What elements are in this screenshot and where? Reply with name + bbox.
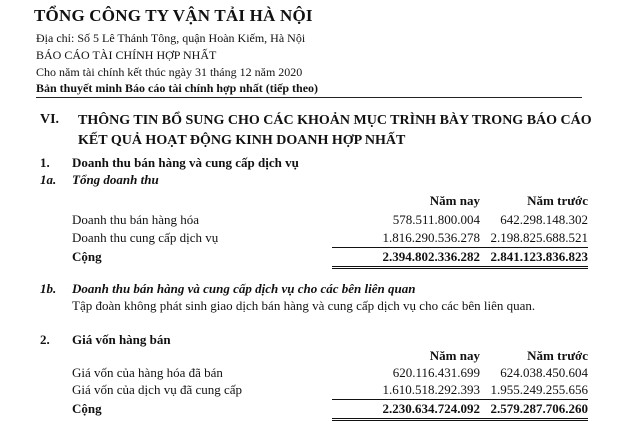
item1-number: 1. (40, 155, 50, 170)
total-double-line-prior-1 (464, 266, 588, 267)
cogs-subtotal-line-prior (464, 399, 588, 400)
subtotal-line-current (332, 247, 482, 248)
company-address: Địa chỉ: Số 5 Lê Thánh Tông, quận Hoàn Kiếm, Hà Nội (36, 31, 306, 45)
item1a-number: 1a. (40, 172, 57, 187)
item1b-title: Doanh thu bán hàng và cung cấp dịch vụ cho các bên liên quan (72, 281, 416, 296)
cogs-goods-current: 620.116.431.699 (392, 365, 480, 380)
revenue-services-prior: 2.198.825.688.521 (490, 230, 588, 245)
cogs-total-double-line-prior-2 (464, 420, 588, 421)
total-double-line-current-2 (332, 268, 482, 269)
cogs-subtotal-line-current (332, 399, 482, 400)
col-header-current: Năm nay (429, 193, 480, 208)
item2-title: Giá vốn hàng bán (72, 332, 171, 347)
item1-title: Doanh thu bán hàng và cung cấp dịch vụ (72, 155, 299, 170)
item2-number: 2. (40, 332, 50, 347)
col2-header-prior: Năm trước (527, 348, 588, 363)
total-double-line-current-1 (332, 266, 482, 267)
cogs-services-prior: 1.955.249.255.656 (490, 382, 588, 397)
cogs-total-double-line-prior-1 (464, 418, 588, 419)
section-number: VI. (40, 112, 60, 127)
cogs-goods-label: Giá vốn của hàng hóa đã bán (72, 365, 223, 380)
cogs-total-double-line-current-1 (332, 418, 482, 419)
cogs-total-double-line-current-2 (332, 420, 482, 421)
item1b-text: Tập đoàn không phát sinh giao dịch bán hàng và cung cấp dịch vụ cho các bên liên quan. (72, 298, 536, 313)
section-title: THÔNG TIN BỔ SUNG CHO CÁC KHOẢN MỤC TRÌNH BÀY TRONG BÁO CÁO KẾT QUẢ HOẠT ĐỘNG KINH DOANH HỢP NHẤT (78, 113, 592, 148)
revenue-goods-current: 578.511.800.004 (392, 212, 480, 227)
subtotal-line-prior (464, 247, 588, 248)
cogs-total-current: 2.230.634.724.092 (382, 401, 480, 416)
cogs-goods-prior: 624.038.450.604 (500, 365, 588, 380)
col-header-prior: Năm trước (527, 193, 588, 208)
cogs-total-label: Cộng (72, 401, 102, 416)
total-double-line-prior-2 (464, 268, 588, 269)
report-title: BÁO CÁO TÀI CHÍNH HỢP NHẤT (36, 48, 217, 62)
company-name: TỔNG CÔNG TY VẬN TẢI HÀ NỘI (34, 6, 313, 25)
revenue-total-label: Cộng (72, 249, 102, 264)
cogs-services-label: Giá vốn của dịch vụ đã cung cấp (72, 382, 243, 397)
revenue-total-current: 2.394.802.336.282 (382, 249, 480, 264)
revenue-services-label: Doanh thu cung cấp dịch vụ (72, 230, 219, 245)
notes-caption: Bản thuyết minh Báo cáo tài chính hợp nhất (tiếp theo) (36, 81, 319, 95)
revenue-goods-prior: 642.298.148.302 (500, 212, 588, 227)
revenue-total-prior: 2.841.123.836.823 (490, 249, 588, 264)
item1a-title: Tổng doanh thu (72, 172, 159, 187)
revenue-goods-label: Doanh thu bán hàng hóa (72, 212, 200, 227)
col2-header-current: Năm nay (429, 348, 480, 363)
item1b-number: 1b. (40, 281, 57, 296)
revenue-services-current: 1.816.290.536.278 (382, 230, 480, 245)
cogs-services-current: 1.610.518.292.393 (382, 382, 480, 397)
report-period: Cho năm tài chính kết thúc ngày 31 tháng 12 năm 2020 (36, 65, 303, 79)
header-rule (36, 97, 582, 98)
cogs-total-prior: 2.579.287.706.260 (490, 401, 588, 416)
